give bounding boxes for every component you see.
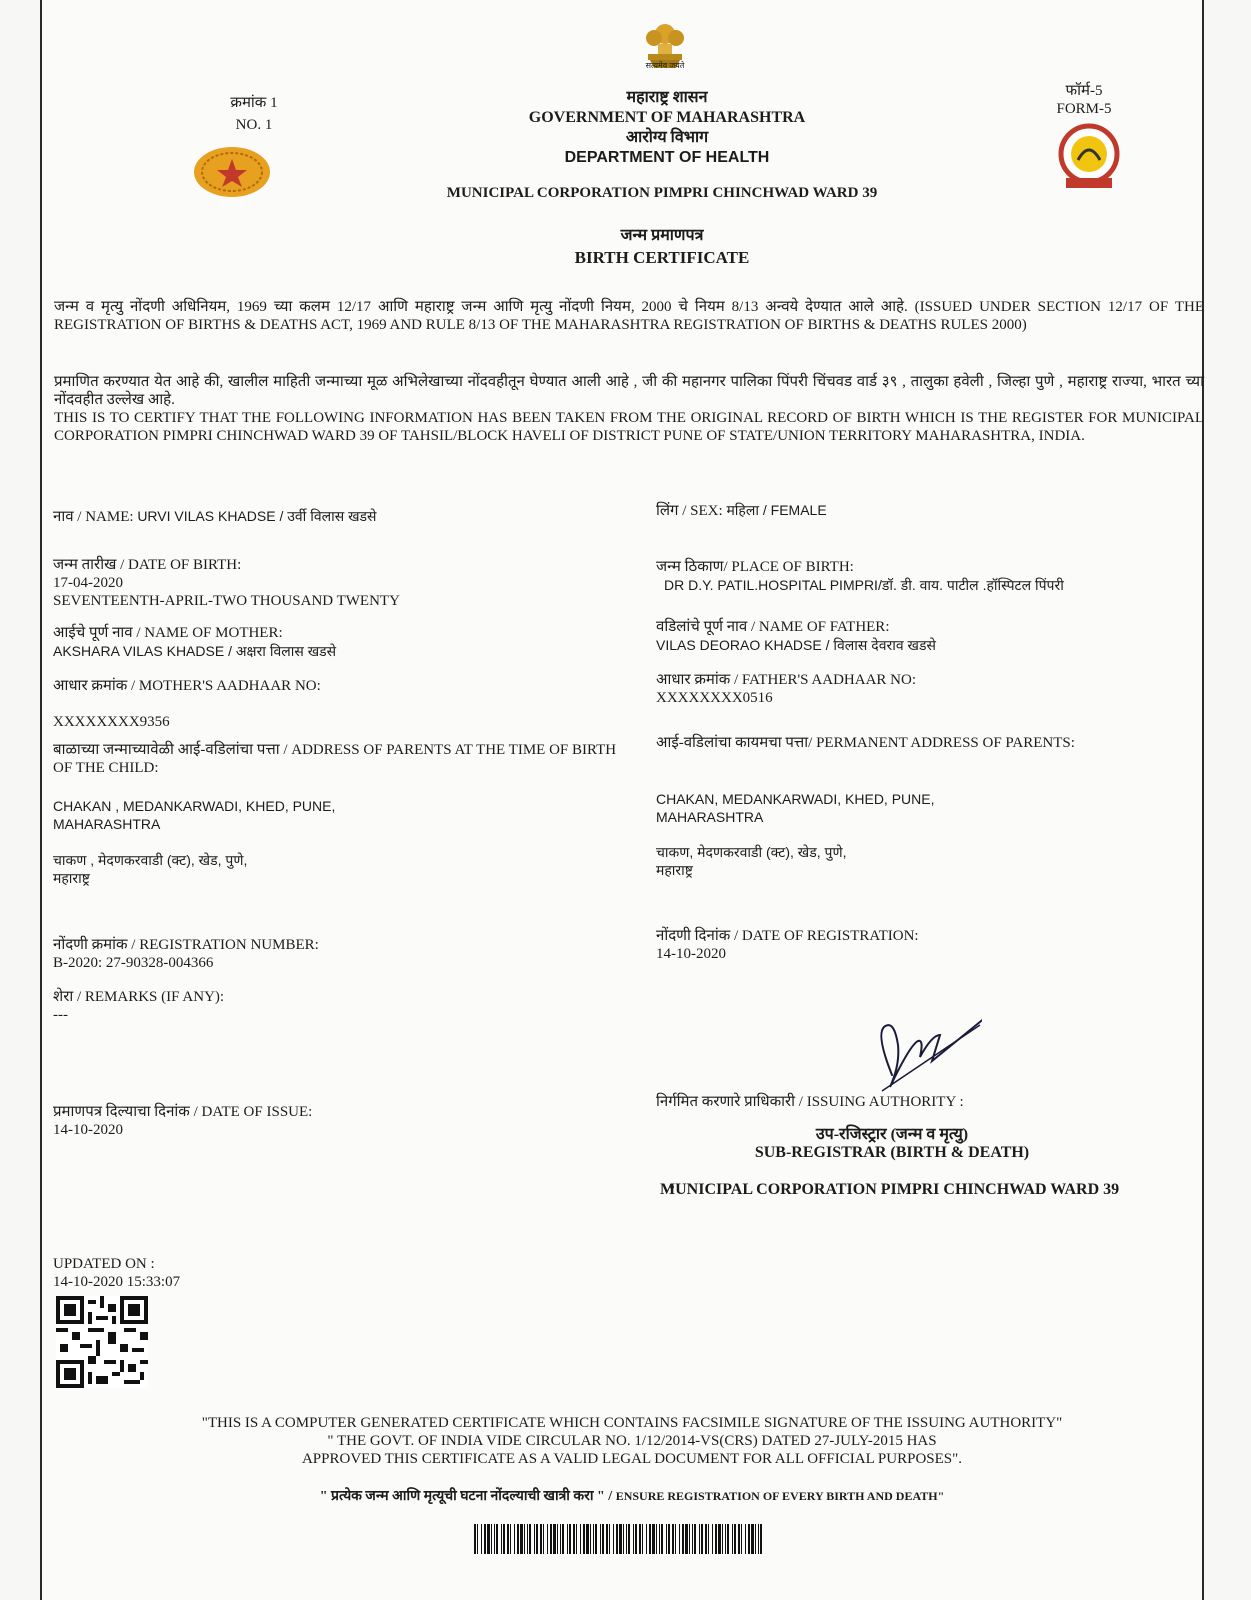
mother-label: आईचे पूर्ण नाव / NAME OF MOTHER: <box>53 625 283 641</box>
sex-value: महिला / FEMALE <box>726 502 827 518</box>
form-marathi: फॉर्म-5 <box>1065 83 1103 99</box>
dob-words: SEVENTEENTH-APRIL-TWO THOUSAND TWENTY <box>53 593 400 609</box>
pob-label: जन्म ठिकाण/ PLACE OF BIRTH: <box>656 559 854 575</box>
father-label: वडिलांचे पूर्ण नाव / NAME OF FATHER: <box>656 619 890 635</box>
dept-english: DEPARTMENT OF HEALTH <box>564 149 770 166</box>
issue-date-label: प्रमाणपत्र दिल्याचा दिनांक / DATE OF ISSUE: <box>53 1104 313 1120</box>
number-marathi: क्रमांक 1 <box>230 95 278 111</box>
registration-date-field <box>656 927 1196 963</box>
registration-slogan <box>102 1487 1162 1506</box>
address-at-birth-english <box>53 797 633 833</box>
addr-perm-en-line2: MAHARASHTRA <box>656 809 764 825</box>
qr-code-icon <box>56 1296 148 1388</box>
barcode-icon <box>474 1524 764 1554</box>
name-field <box>53 507 633 526</box>
reg-no-value: B-2020: 27-90328-004366 <box>53 955 214 971</box>
remarks-value: --- <box>53 1007 68 1023</box>
dob-value: 17-04-2020 <box>53 575 123 591</box>
footer-disclaimer <box>102 1414 1162 1468</box>
registration-number-field <box>53 936 633 972</box>
reg-date-label: नोंदणी दिनांक / DATE OF REGISTRATION: <box>656 928 919 944</box>
name-value: URVI VILAS KHADSE / उर्वी विलास खडसे <box>137 508 377 524</box>
authority-english: SUB-REGISTRAR (BIRTH & DEATH) <box>754 1144 1030 1161</box>
footer-line2: " THE GOVT. OF INDIA VIDE CIRCULAR NO. 1/12/2014-VS(CRS) DATED 27-JULY-2015 HAS <box>327 1433 937 1449</box>
updated-on-field <box>53 1255 633 1291</box>
father-name-field <box>656 618 1196 654</box>
addr-perm-en-line1: CHAKAN, MEDANKARWADI, KHED, PUNE, <box>656 791 935 807</box>
addr-birth-en-line2: MAHARASHTRA <box>53 816 161 832</box>
addr-birth-mr-line1: चाकण , मेदणकरवाडी (क्ट), खेड, पुणे, <box>53 852 248 868</box>
father-value: VILAS DEORAO KHADSE / विलास देवराव खडसे <box>656 637 936 653</box>
address-at-birth-marathi <box>53 851 633 887</box>
issuing-authority-title <box>722 1126 1062 1162</box>
mother-name-field <box>53 624 633 660</box>
issue-date-value: 14-10-2020 <box>53 1122 123 1138</box>
father-aadhaar-label: आधार क्रमांक / FATHER'S AADHAAR NO: <box>656 672 916 688</box>
remarks-label: शेरा / REMARKS (IF ANY): <box>53 989 225 1005</box>
certify-paragraph <box>54 373 1204 445</box>
sex-label: लिंग / SEX: <box>656 503 723 519</box>
address-at-birth-label: बाळाच्या जन्माच्यावेळी आई-वडिलांचा पत्ता / ADDRESS OF PARENTS AT THE TIME OF BIRTH OF THE CHILD: <box>53 742 617 776</box>
gov-marathi: महाराष्ट्र शासन <box>626 89 708 106</box>
updated-value: 14-10-2020 15:33:07 <box>53 1274 181 1290</box>
sex-field <box>656 501 1196 520</box>
updated-label: UPDATED ON : <box>53 1256 155 1272</box>
pob-value: DR D.Y. PATIL.HOSPITAL PIMPRI/डॉ. डी. वाय. पाटील .हॉस्पिटल पिंपरी <box>664 577 1064 593</box>
father-aadhaar-field <box>656 671 1196 707</box>
government-header <box>482 88 852 168</box>
slogan-english: ENSURE REGISTRATION OF EVERY BIRTH AND DEATH" <box>615 1489 945 1503</box>
certificate-number-block <box>214 92 294 136</box>
signature-icon <box>822 1005 982 1095</box>
gov-english: GOVERNMENT OF MAHARASHTRA <box>528 109 806 126</box>
emblem-caption: सत्यमेव जयते <box>645 61 685 70</box>
addr-perm-mr-line2: महाराष्ट्र <box>656 862 693 878</box>
health-campaign-logo-icon <box>1048 122 1130 192</box>
place-of-birth-field <box>656 558 1196 594</box>
addr-perm-mr-line1: चाकण, मेदणकरवाडी (क्ट), खेड, पुणे, <box>656 844 847 860</box>
reg-date-value: 14-10-2020 <box>656 946 726 962</box>
authority-corporation: MUNICIPAL CORPORATION PIMPRI CHINCHWAD WARD 39 <box>660 1181 1120 1198</box>
certify-marathi: प्रमाणित करण्यात येत आहे की, खालील माहिती जन्माच्या मूळ अभिलेखाच्या नोंदवहीतून घेण्यात आली आहे , जी की महानगर पालिका पिंपरी चिंचवड वार्ड ३९ , तालुका हवेली , जिल्हा पुणे , महाराष्ट्र राज्या, भारत च्या नोंदवहीत उल्लेख आहे. <box>54 374 1204 408</box>
cert-title-english: BIRTH CERTIFICATE <box>574 248 750 267</box>
reg-no-label: नोंदणी क्रमांक / REGISTRATION NUMBER: <box>53 937 319 953</box>
cert-title-marathi: जन्म प्रमाणपत्र <box>620 227 704 244</box>
form-number-block <box>1044 82 1124 118</box>
addr-birth-en-line1: CHAKAN , MEDANKARWADI, KHED, PUNE, <box>53 798 336 814</box>
addr-birth-mr-line2: महाराष्ट्र <box>53 870 90 886</box>
maharashtra-seal-icon <box>192 146 272 198</box>
mother-aadhaar-label: आधार क्रमांक / MOTHER'S AADHAAR NO: <box>53 678 321 694</box>
footer-line1: "THIS IS A COMPUTER GENERATED CERTIFICATE WHICH CONTAINS FACSIMILE SIGNATURE OF THE ISSUING AUTHORITY" <box>201 1415 1063 1431</box>
dob-field <box>53 556 633 610</box>
form-english: FORM-5 <box>1056 101 1112 117</box>
authority-marathi: उप-रजिस्ट्रार (जन्म व मृत्यु) <box>815 1126 969 1143</box>
slogan-marathi: " प्रत्येक जन्म आणि मृत्यूची घटना नोंदल्याची खात्री करा " / <box>319 1489 613 1504</box>
mother-value: AKSHARA VILAS KHADSE / अक्षरा विलास खडसे <box>53 643 337 659</box>
mother-aadhaar-value: XXXXXXXX9356 <box>53 714 170 730</box>
issuing-authority-label: निर्गमित करणारे प्राधिकारी / ISSUING AUTHORITY : <box>656 1094 964 1110</box>
certify-english: THIS IS TO CERTIFY THAT THE FOLLOWING INFORMATION HAS BEEN TAKEN FROM THE ORIGINAL RECORD OF BIRTH WHICH IS THE REGISTER FOR MUNICIPAL CORPORATION PIMPRI CHINCHWAD WARD 39 OF TAHSIL/BLOCK HAVELI OF DISTRICT PUNE OF STATE/UNION TERRITORY MAHARASHTRA, INDIA. <box>54 410 1204 444</box>
certificate-page <box>40 0 1204 1600</box>
dob-label: जन्म तारीख / DATE OF BIRTH: <box>53 557 242 573</box>
footer-line3: APPROVED THIS CERTIFICATE AS A VALID LEGAL DOCUMENT FOR ALL OFFICIAL PURPOSES". <box>301 1451 963 1467</box>
permanent-address-marathi <box>656 843 1196 879</box>
certificate-title <box>512 225 812 269</box>
father-aadhaar-value: XXXXXXXX0516 <box>656 690 773 706</box>
permanent-address-english <box>656 790 1196 826</box>
issue-date-field <box>53 1103 633 1139</box>
dept-marathi: आरोग्य विभाग <box>625 129 709 146</box>
permanent-address-label: आई-वडिलांचा कायमचा पत्ता/ PERMANENT ADDRESS OF PARENTS: <box>656 735 1075 751</box>
corporation-title: MUNICIPAL CORPORATION PIMPRI CHINCHWAD WARD 39 <box>446 185 878 201</box>
issued-under-paragraph: जन्म व मृत्यु नोंदणी अधिनियम, 1969 च्या कलम 12/17 आणि महाराष्ट्र जन्म आणि मृत्यु नोंदणी नियम, 2000 चे नियम 8/13 अन्वये देण्यात आले आहे. (ISSUED UNDER SECTION 12/17 OF THE REGISTRATION OF BIRTHS & DEATHS ACT, 1969 AND RULE 8/13 OF THE MAHARASHTRA REGISTRATION OF BIRTHS & DEATHS RULES 2000) <box>54 299 1204 333</box>
remarks-field <box>53 988 633 1024</box>
name-label: नाव / NAME: <box>53 509 134 525</box>
number-english: NO. 1 <box>235 117 273 133</box>
